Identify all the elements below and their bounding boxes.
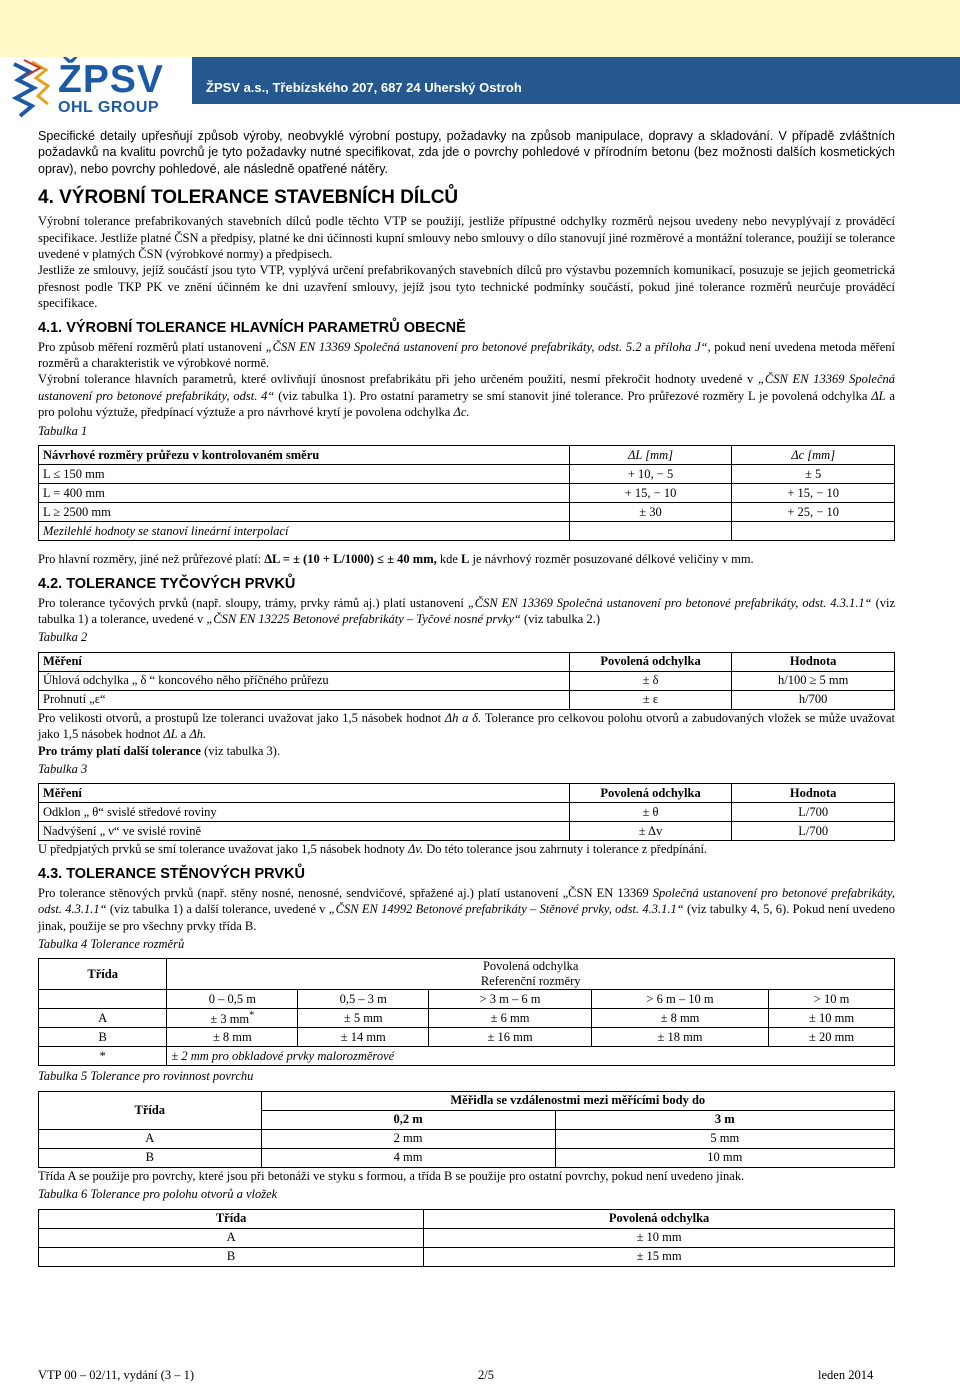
table-cell: + 25, − 10	[732, 503, 895, 522]
company-logo-text: ŽPSV	[58, 58, 164, 101]
symbol: Δc.	[453, 405, 470, 420]
table-cell: ± 10 mm	[424, 1228, 895, 1247]
table-cell: ± 15 mm	[424, 1247, 895, 1266]
table-cell: B	[39, 1028, 167, 1047]
table-cell: 2 mm	[261, 1129, 555, 1148]
table-cell: ± 14 mm	[298, 1028, 429, 1047]
section-4-3-paragraph-1	[38, 885, 895, 934]
norm-reference: „ČSN EN 13369 Společná ustanovení pro betonové prefabrikáty, odst. 4“	[38, 372, 896, 403]
table-header: Třída	[39, 959, 167, 990]
table-header: Hodnota	[732, 784, 895, 803]
text-run: kde	[436, 552, 462, 567]
section-4-2-paragraph-3	[38, 743, 895, 759]
table-cell: Nadvýšení „ ν“ ve svislé rovině	[39, 822, 570, 841]
table-cell: > 3 m – 6 m	[429, 990, 592, 1009]
table-note-row	[39, 522, 895, 541]
table-header: Povolená odchylka	[569, 784, 732, 803]
norm-reference: příloha J“	[654, 339, 708, 354]
table-4	[38, 958, 895, 1066]
table-1	[38, 445, 895, 541]
text-run: (viz tabulka 1). Pro ostatní parametry se smí stanovit jiné tolerance. Pro průřezové rozměry L je povolená odchylka	[274, 388, 872, 403]
table-row	[39, 1009, 895, 1028]
table-sub-header: Referenční rozměry	[480, 974, 581, 989]
table-header: Měřidla se vzdálenostmi mezi měřícími body do	[261, 1091, 894, 1110]
table-header: Návrhové rozměry průřezu v kontrolovaném směru	[39, 446, 570, 465]
text-run: , pokud není uvedena metoda měření rozměrů a charakteristik ve výrobkové normě.	[38, 339, 895, 371]
company-address: ŽPSV a.s., Třebízského 207, 687 24 Uherský Ostroh	[206, 80, 522, 95]
table-cell: ± ε	[569, 690, 732, 709]
symbol: Δh a δ.	[444, 710, 482, 725]
table-header-row	[39, 1209, 895, 1228]
table-cell: ± Δv	[569, 822, 732, 841]
text-run: (viz tabulka 3).	[200, 743, 281, 758]
table-group-header: Povolená odchylka	[482, 959, 579, 974]
table-4-label: Tabulka 4 Tolerance rozměrů	[38, 936, 185, 951]
section-4-2-title: 4.2. TOLERANCE TYČOVÝCH PRVKŮ	[38, 575, 296, 592]
table-header: Povolená odchylka	[569, 652, 732, 671]
text-run: Pro způsob měření rozměrů platí ustanovení	[38, 339, 266, 354]
footnote-marker: *	[39, 1047, 167, 1066]
table-cell: Odklon „ θ“ svislé středové roviny	[39, 803, 570, 822]
text-run: (viz tabulky 4, 5, 6). Pokud není uvedeno jinak, použije se pro všechny prvky třída B.	[38, 902, 895, 933]
section-4-paragraph-2: Jestliže ze smlouvy, jejíž součástí jsou tyto VTP, vyplývá určení prefabrikovaných stavebních dílců pro výstavbu pozemních komunikací, posuzuje se jejich geometrická přesnost podle TKP PK ve znění účinném ke dni uzavření smlouvy, jejíž jsou tyto technické podmínky součástí, pokud jiné tolerance rozměrů neurčuje prováděcí specifikace.	[38, 263, 895, 311]
table-cell: h/100 ≥ 5 mm	[732, 671, 895, 690]
document-date: leden 2014	[818, 1368, 874, 1382]
text-run: Pro trámy platí další tolerance	[38, 743, 201, 758]
section-4-title: 4. VÝROBNÍ TOLERANCE STAVEBNÍCH DÍLCŮ	[38, 187, 459, 209]
text-run: a pro polohu výztuže, předpínací výztuže a pro návrhové krytí je povolena odchylka	[38, 388, 895, 420]
table-cell: ± 5	[732, 465, 895, 484]
table-cell: ± 8 mm	[167, 1028, 298, 1047]
table-cell: ± 10 mm	[769, 1009, 895, 1028]
table-3	[38, 783, 895, 841]
table-header: Třída	[39, 1209, 424, 1228]
table-cell: ± δ	[569, 671, 732, 690]
table-cell: h/700	[732, 690, 895, 709]
table-row	[39, 1247, 895, 1266]
symbol: Δv.	[408, 842, 424, 857]
table-header: Třída	[39, 1091, 262, 1129]
table-header: Měření	[39, 652, 570, 671]
norm-reference: „ČSN EN 13369 Společná ustanovení pro betonové prefabrikáty, odst. 4.3.1.1“	[467, 595, 872, 610]
table-cell: L ≤ 150 mm	[39, 465, 570, 484]
table-header: Hodnota	[732, 652, 895, 671]
table-note: Mezilehlé hodnoty se stanoví lineární interpolací	[39, 522, 570, 541]
table-cell: B	[39, 1148, 262, 1167]
table-cell: ± θ	[569, 803, 732, 822]
text-run: (viz tabulka 1) a další tolerance, uvedené v	[106, 902, 329, 917]
table-5-label: Tabulka 5 Tolerance pro rovinnost povrchu	[38, 1069, 254, 1084]
table-header: Povolená odchylka	[424, 1209, 895, 1228]
symbol: L	[461, 552, 470, 567]
section-4-3-paragraph-2: Třída A se použije pro povrchy, které jsou při betonáži ve styku s formou, a třída B se použije pro ostatní povrchy, pokud není uvedeno jinak.	[38, 1168, 745, 1183]
table-cell: > 10 m	[769, 990, 895, 1009]
symbol: ΔL	[163, 727, 178, 742]
section-4-paragraph-1: Výrobní tolerance prefabrikovaných stavebních dílců podle těchto VTP se použijí, jestliže přípustné odchylky rozměrů nejsou uvedeny nebo nevyplývají z prováděcí specifikace. Jestliže platné ČSN a předpisy, platné ke dni účinnosti kupní smlouvy nebo smlouvy o dílo stanovují jiné rozměrové a montážní tolerance, použijí se tolerance uvedené v platných ČSN (výrobkové normy) a předpisech.	[38, 214, 895, 262]
table-cell: L ≥ 2500 mm	[39, 503, 570, 522]
table-footnote-row	[39, 1047, 895, 1066]
table-cell: 0,5 – 3 m	[298, 990, 429, 1009]
table-footnote: ± 2 mm pro obkladové prvky malorozměrové	[167, 1047, 895, 1066]
intro-paragraph: Specifické detaily upřesňují způsob výroby, neobvyklé výrobní postupy, požadavky na způsob manipulace, dopravy a skladování. V případě zvláštních požadavků na kvalitu povrchů je tyto požadavky nutné specifikovat, zda jde o povrchy pohledové v přírodním betonu (bez možnosti dalších kosmetických oprav), nebo povrchy pohledové, ale následně opatřené nátěry.	[38, 129, 895, 176]
table-row	[39, 1129, 895, 1148]
table-cell: Úhlová odchylka „ δ “ koncového něho příčného průřezu	[39, 671, 570, 690]
cell-value: ± 3 mm	[210, 1011, 250, 1026]
section-4-2-paragraph-4	[38, 841, 895, 857]
table-2-label: Tabulka 2	[38, 630, 88, 645]
footnote-marker: *	[249, 1009, 255, 1021]
table-cell: L/700	[732, 803, 895, 822]
text-run: Pro hlavní rozměry, jiné než průřezové platí:	[38, 552, 265, 567]
table-header-row	[39, 446, 895, 465]
table-row	[39, 503, 895, 522]
text-run: (viz tabulka 2.)	[520, 611, 600, 626]
section-4-2-paragraph-1	[38, 595, 895, 628]
table-cell: L = 400 mm	[39, 484, 570, 503]
symbol: Δh.	[189, 727, 207, 742]
group-logo-text: OHL GROUP	[58, 99, 160, 116]
table-cell: ± 20 mm	[769, 1028, 895, 1047]
table-row	[39, 484, 895, 503]
table-header-row	[39, 652, 895, 671]
table-cell: + 15, − 10	[569, 484, 732, 503]
table-header: 0,2 m	[261, 1110, 555, 1129]
table-cell: Prohnutí „ε“	[39, 690, 570, 709]
section-4-3-title: 4.3. TOLERANCE STĚNOVÝCH PRVKŮ	[38, 865, 305, 882]
text-run: je návrhový rozměr posuzované délkové veličiny v mm.	[469, 552, 754, 567]
table-cell: 4 mm	[261, 1148, 555, 1167]
table-header-row	[39, 990, 895, 1009]
text-run: Pro tolerance stěnových prvků (např. stěny nosné, nenosné, sendvičové, spřažené aj.) platí ustanovení „ČSN EN 13369	[38, 885, 653, 900]
table-cell: 5 mm	[555, 1129, 894, 1148]
table-header: Δc [mm]	[732, 446, 895, 465]
table-header-row	[39, 1091, 895, 1110]
table-cell: > 6 m – 10 m	[591, 990, 768, 1009]
table-cell: ± 18 mm	[591, 1028, 768, 1047]
text-run: a	[641, 339, 655, 354]
text-run: Pro tolerance tyčových prvků (např. sloupy, trámy, prvky rámů aj.) platí ustanovení	[38, 595, 468, 610]
table-2	[38, 652, 895, 710]
company-emblem-icon	[10, 58, 52, 120]
text-run: Tolerance pro celkovou polohu otvorů a zabudovaných vložek se může uvažovat jako 1,5 násobek hodnot	[38, 710, 896, 742]
table-1-label: Tabulka 1	[38, 423, 88, 438]
table-cell: 0 – 0,5 m	[167, 990, 298, 1009]
header-yellow-band	[0, 0, 960, 57]
table-5	[38, 1091, 895, 1168]
table-cell: + 10, − 5	[569, 465, 732, 484]
section-4-1-title: 4.1. VÝROBNÍ TOLERANCE HLAVNÍCH PARAMETRŮ OBECNĚ	[38, 319, 466, 336]
page-header	[0, 0, 960, 122]
table-cell: 10 mm	[555, 1148, 894, 1167]
table-header	[167, 959, 895, 990]
table-cell: A	[39, 1009, 167, 1028]
table-3-label: Tabulka 3	[38, 761, 88, 776]
table-header: ΔL [mm]	[569, 446, 732, 465]
table-header: Měření	[39, 784, 570, 803]
table-cell: L/700	[732, 822, 895, 841]
table-row	[39, 803, 895, 822]
text-run: a	[177, 727, 190, 742]
norm-reference: „ČSN EN 13225 Betonové prefabrikáty – Tyčové nosné prvky“	[206, 611, 521, 626]
table-cell: ± 5 mm	[298, 1009, 429, 1028]
page-number: 2/5	[478, 1368, 494, 1382]
norm-reference: „ČSN EN 14992 Betonové prefabrikáty – Stěnové prvky, odst. 4.3.1.1“	[328, 902, 684, 917]
symbol: ΔL	[871, 388, 886, 403]
table-row	[39, 1028, 895, 1047]
table-row	[39, 822, 895, 841]
table-row	[39, 690, 895, 709]
section-4-1-formula	[38, 551, 895, 567]
section-4-1-paragraph-1	[38, 339, 895, 372]
table-6-label: Tabulka 6 Tolerance pro polohu otvorů a vložek	[38, 1187, 278, 1202]
table-cell: B	[39, 1247, 424, 1266]
text-run: Do této tolerance jsou zahrnuty i tolerance z předpínání.	[423, 842, 708, 857]
formula: ΔL = ± (10 + L/1000) ≤ ± 40 mm,	[264, 552, 437, 567]
table-cell: ± 16 mm	[429, 1028, 592, 1047]
table-row	[39, 1148, 895, 1167]
table-cell: + 15, − 10	[732, 484, 895, 503]
table-cell: A	[39, 1228, 424, 1247]
text-run: Výrobní tolerance hlavních parametrů, které ovlivňují únosnost prefabrikátu při jeho určeném použití, nesmí překročit hodnoty uvedené v	[38, 372, 758, 387]
table-header: 3 m	[555, 1110, 894, 1129]
document-body	[38, 128, 895, 1267]
document-id: VTP 00 – 02/11, vydání (3 – 1)	[38, 1368, 195, 1382]
section-4-1-paragraph-2	[38, 371, 895, 420]
text-run: U předpjatých prvků se smí tolerance uvažovat jako 1,5 násobek hodnoty	[38, 842, 409, 857]
text-run: Pro velikosti otvorů, a prostupů lze toleranci uvažovat jako 1,5 násobek hodnot	[38, 710, 445, 725]
table-6	[38, 1209, 895, 1267]
table-header-row	[39, 959, 895, 990]
norm-reference: „ČSN EN 13369 Společná ustanovení pro betonové prefabrikáty, odst. 5.2	[265, 339, 642, 354]
table-row	[39, 671, 895, 690]
table-row	[39, 465, 895, 484]
section-4-2-paragraph-2	[38, 710, 895, 743]
table-cell: ± 6 mm	[429, 1009, 592, 1028]
table-row	[39, 1228, 895, 1247]
norm-reference: Společná ustanovení pro betonové prefabrikáty, odst. 4.3.1.1“	[38, 885, 895, 917]
table-cell	[167, 1009, 298, 1028]
table-header-row	[39, 784, 895, 803]
text-run: (viz tabulka 1) a tolerance, uvedené v	[38, 595, 896, 626]
table-cell: ± 30	[569, 503, 732, 522]
table-cell: ± 8 mm	[591, 1009, 768, 1028]
table-cell: A	[39, 1129, 262, 1148]
